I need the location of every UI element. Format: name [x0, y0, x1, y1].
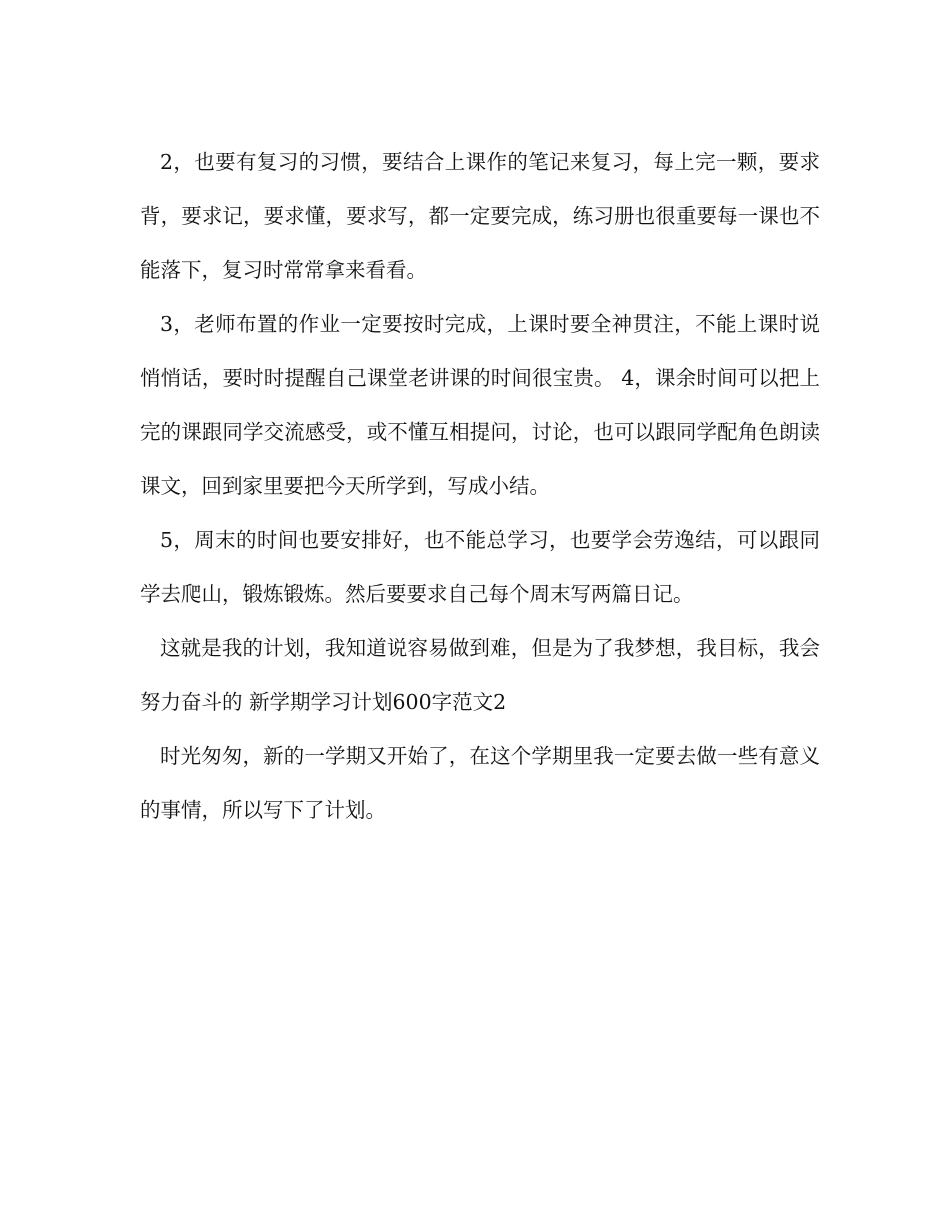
paragraph-new-semester-intro: 时光匆匆，新的一学期又开始了，在这个学期里我一定要去做一些有意义的事情，所以写下了计划。 [140, 744, 820, 822]
document-body [140, 135, 820, 837]
paragraph-review-habit: 2，也要有复习的习惯，要结合上课作的笔记来复习，每上完一颗，要求背，要求记，要求懂，要求写，都一定要完成，练习册也很重要每一课也不能落下，复习时常常拿来看看。 [140, 150, 820, 282]
paragraph-conclusion: 这就是我的计划，我知道说容易做到难，但是为了我梦想，我目标，我会努力奋斗的 新学期学习计划600字范文2 [140, 636, 820, 714]
paragraph-homework-and-discussion: 3，老师布置的作业一定要按时完成，上课时要全神贯注，不能上课时说悄悄话，要时时提醒自己课堂老讲课的时间很宝贵。 4，课余时间可以把上完的课跟同学交流感受，或不懂互相提问，讨论，也可以跟同学配角色朗读课文，回到家里要把今天所学到，写成小结。 [140, 312, 820, 498]
paragraph-weekend-plan: 5，周末的时间也要安排好，也不能总学习，也要学会劳逸结，可以跟同学去爬山，锻炼锻炼。然后要要求自己每个周末写两篇日记。 [140, 528, 820, 606]
